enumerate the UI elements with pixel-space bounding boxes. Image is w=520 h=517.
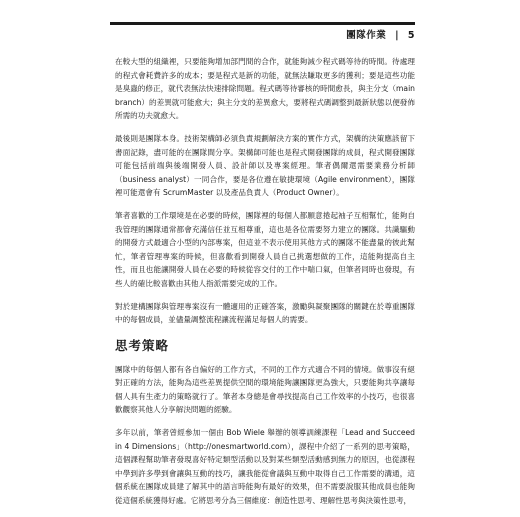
page-header (110, 22, 415, 40)
header-separator: | (395, 30, 400, 41)
header-rule (110, 22, 415, 25)
page-number: 5 (407, 30, 415, 41)
body-paragraph: 團隊中的每個人都有各自偏好的工作方式，不同的工作方式適合不同的情境。做事沒有絕對正確的方法，能夠為這些差異提供空間的環境能夠讓團隊更為強大，只要能夠共享讓每個人具有生產力的策略就行了。筆者本身總是會尋找提高自己工作效率的小技巧，也很喜歡觀察其他人分享解決問題的經驗。 (115, 364, 415, 415)
header-text (346, 27, 415, 41)
body-paragraph: 多年以前，筆者曾經參加一個由 Bob Wiele 舉辦的領導訓練課程「Lead and Succeed in 4 Dimensions」（http://onesmartworld.com），課程中介紹了一系列的思考策略，這個課程幫助筆者發現喜好特定類型活動以及對某些類型活動感到無力的原因，也從課程中學到許多學到會讓與互動的技巧，讓我能從會議與互動中取得自己工作需要的溝通，這個系統在團隊成員建了解其中的語言時能夠有最好的效果，但不需要說服其他成員也能夠從這個系統獲得好處。它將思考分為三個維度：創造性思考、理解性思考與決策性思考， (115, 428, 415, 506)
body-paragraph: 對於建構團隊與管理專案沒有一體適用的正確答案，激勵與凝聚團隊的關鍵在於尊重團隊中的每個成員，並儘量調整流程讓流程滿足每個人的需要。 (115, 301, 415, 325)
body-paragraph: 在較大型的組織裡，只要能夠增加部門間的合作，就能夠減少程式碼等待的時間。待處理的程式會耗費許多的成本；要是程式是新的功能，就無法賺取更多的獲利；要是這些功能是臭蟲的修正，就代表無法快速排除問題。程式碼等待審核的時間愈長，與主分支（main branch）的差異就可能愈大；與主分支的差異愈大，要將程式碼調整到最新狀態以便發佈所需的功夫就愈大。 (115, 57, 415, 121)
chapter-title: 團隊作業 (346, 30, 387, 41)
page-body (115, 55, 415, 517)
body-paragraph: 最後則是團隊本身。技術架構師必須負責規劃解決方案的實作方式，架構的決策應該留下書面記錄，盡可能的在團隊間分享。架構師可能也是程式開發團隊的成員，程式開發團隊可能包括前端與後端開發人員、設計師以及專案經理。筆者偶爾還需要業務分析師（business analyst）一同合作，要是各位遵在敏捷環境（Agile environment），團隊裡可能還會有 ScrumMaster 以及產品負責人（Product Owner）。 (115, 133, 415, 198)
section-heading: 思考策略 (115, 337, 170, 353)
body-paragraph: 筆者喜歡的工作環境是在必要的時候，團隊裡的每個人都願意捲起袖子互相幫忙，能夠自我管理的團隊通常都會充滿信任並互相尊重，這也是各位需要努力建立的團隊。共識驅動的開發方式最適合小型的內部專案，但這並不表示使用其他方式的團隊不能盡量的彼此幫忙，筆者管理專案的時候，但喜歡看到開發人員自己挑選想做的工作，這能夠提高自主性，而且也能讓開發人員在必要的時候從容交付的工作中喘口氣，但筆者同時也發現，有些人的確比較喜歡由其他人指派需要完成的工作。 (115, 210, 415, 288)
